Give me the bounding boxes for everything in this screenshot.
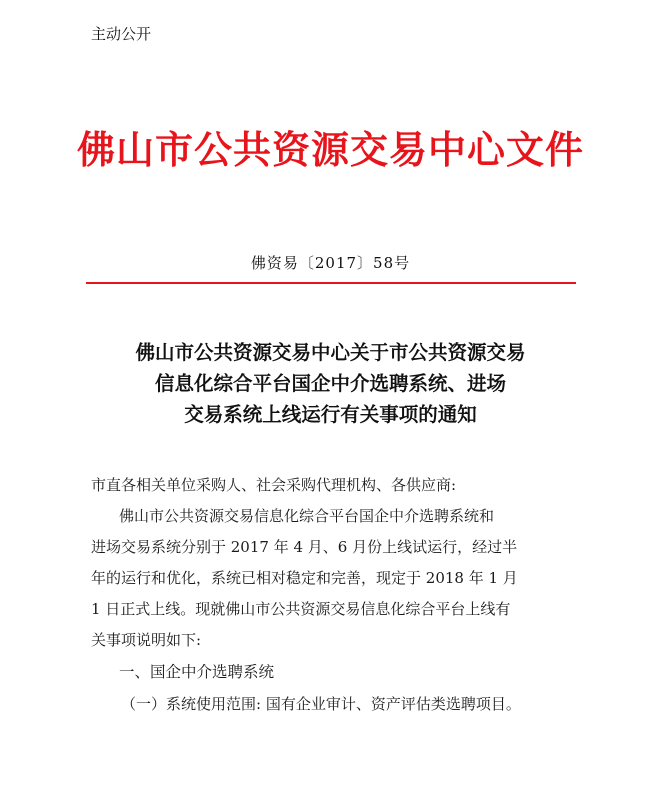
red-divider bbox=[86, 282, 576, 284]
document-number: 佛资易〔2017〕58号 bbox=[250, 254, 411, 272]
paragraph-line: 佛山市公共资源交易信息化综合平台国企中介选聘系统和 bbox=[119, 507, 495, 525]
subsection-line: （一）系统使用范围: 国有企业审计、资产评估类选聘项目。 bbox=[121, 695, 521, 713]
document-masthead: 佛山市公共资源交易中心文件 bbox=[76, 127, 584, 172]
salutation: 市直各相关单位采购人、社会采购代理机构、各供应商: bbox=[91, 476, 457, 494]
disclosure-label: 主动公开 bbox=[91, 25, 152, 43]
notice-title-line-1: 佛山市公共资源交易中心关于市公共资源交易 bbox=[135, 341, 526, 364]
document-body bbox=[91, 470, 591, 720]
paragraph-line: 1 日正式上线。现就佛山市公共资源交易信息化综合平台上线有 bbox=[91, 600, 511, 618]
paragraph-line: 关事项说明如下: bbox=[91, 631, 202, 649]
paragraph-line: 年的运行和优化，系统已相对稳定和完善，现定于 2018 年 1 月 bbox=[91, 569, 518, 587]
notice-title bbox=[0, 337, 661, 430]
section-heading: 一、国企中介选聘系统 bbox=[119, 663, 275, 681]
notice-title-line-2: 信息化综合平台国企中介选聘系统、进场 bbox=[154, 372, 506, 395]
paragraph-line: 进场交易系统分别于 2017 年 4 月、6 月份上线试运行，经过半 bbox=[91, 538, 518, 556]
notice-title-line-3: 交易系统上线运行有关事项的通知 bbox=[184, 403, 477, 426]
